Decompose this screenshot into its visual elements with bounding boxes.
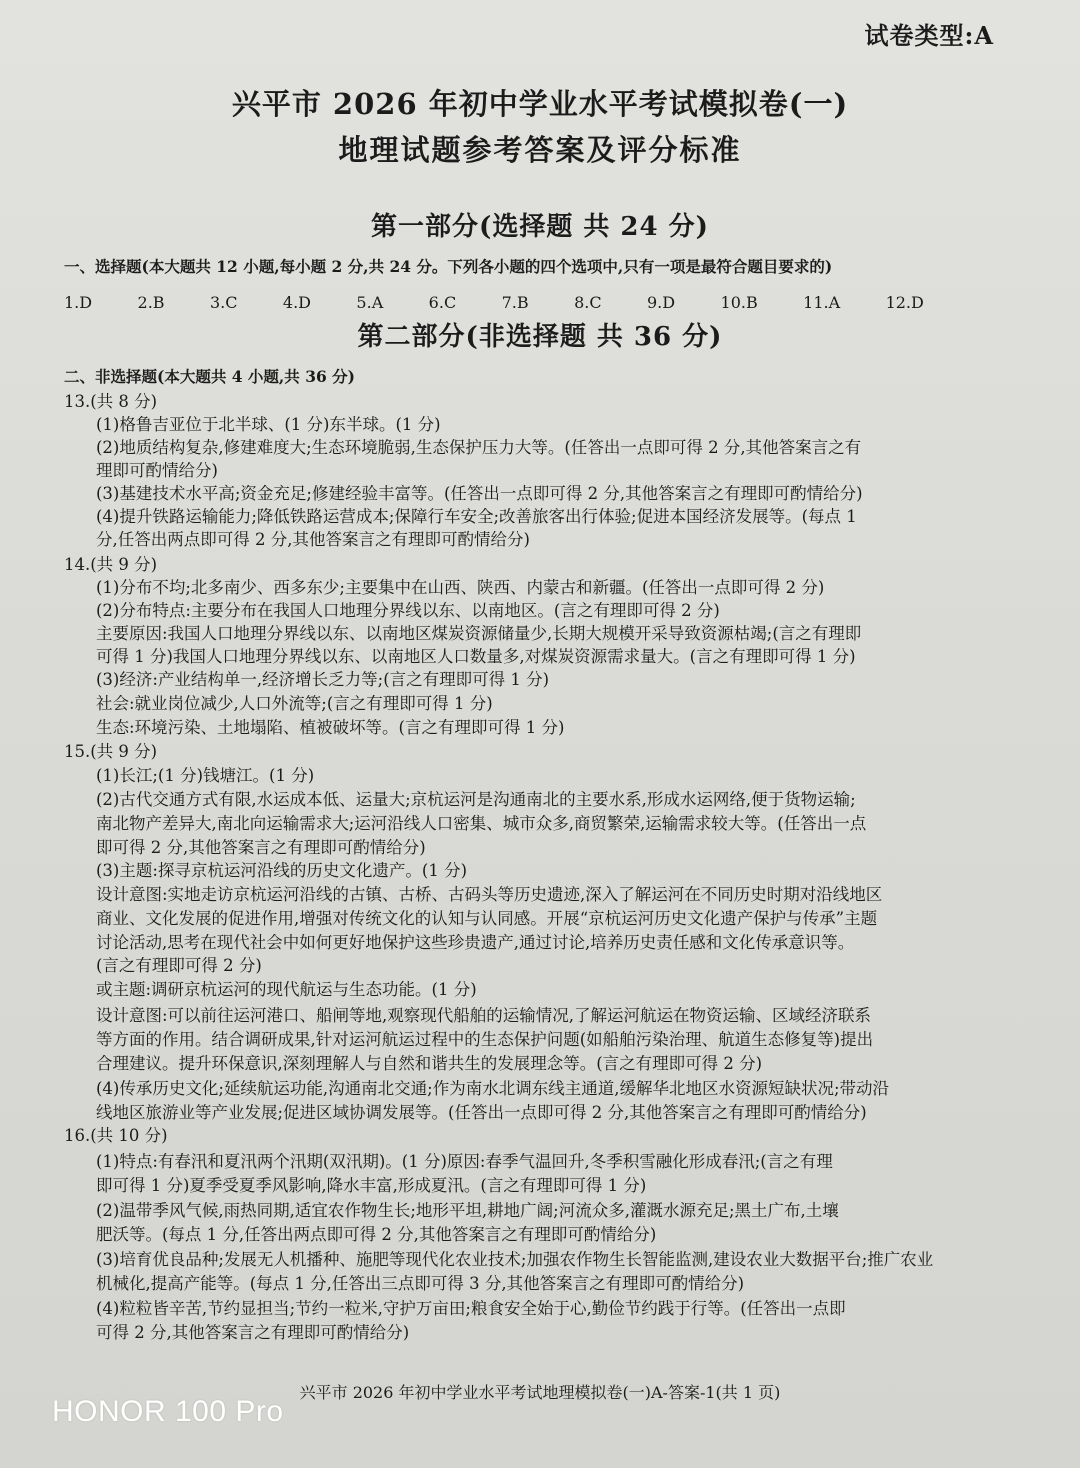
answer-line: (3)培育优良品种;发展无人机播种、施肥等现代化农业技术;加强农作物生长智能监测,建设农业大数据平台;推广农业 [96, 1250, 934, 1269]
part1-heading: 第一部分(选择题 共 24 分) [371, 212, 709, 242]
answer-line: 讨论活动,思考在现代社会中如何更好地保护这些珍贵遗产,通过讨论,培养历史责任感和文化传承意识等。 [96, 933, 855, 952]
exam-subtitle: 地理试题参考答案及评分标准 [338, 133, 742, 167]
answer-line: 设计意图:可以前往运河港口、船闸等地,观察现代船舶的运输情况,了解运河航运在物资运输、区域经济联系 [96, 1006, 872, 1025]
section1-heading: 一、选择题(本大题共 12 小题,每小题 2 分,共 24 分。下列各小题的四个选项中,只有一项是最符合题目要求的) [64, 257, 833, 276]
choice-answer: 1.D [64, 293, 93, 312]
answer-line: (3)经济:产业结构单一,经济增长乏力等;(言之有理即可得 1 分) [96, 670, 550, 689]
question-16-header: 16.(共 10 分) [64, 1126, 168, 1145]
answer-line: 机械化,提高产能等。(每点 1 分,任答出三点即可得 3 分,其他答案言之有理即可酌情给分) [96, 1274, 745, 1293]
paper-type-label: 试卷类型:A [864, 21, 994, 50]
choice-answer: 12.D [885, 293, 924, 312]
answer-line: 商业、文化发展的促进作用,增强对传统文化的认知与认同感。开展“京杭运河历史文化遗产保护与传承”主题 [96, 909, 878, 928]
choice-answer: 2.B [137, 293, 165, 312]
answer-line: (1)格鲁吉亚位于北半球、(1 分)东半球。(1 分) [96, 415, 441, 434]
answer-line: (4)传承历史文化;延续航运功能,沟通南北交通;作为南水北调东线主通道,缓解华北地区水资源短缺状况;带动沿 [96, 1079, 890, 1098]
question-13-header: 13.(共 8 分) [64, 392, 158, 411]
answer-line: 社会:就业岗位减少,人口外流等;(言之有理即可得 1 分) [96, 694, 493, 713]
answer-line: 主要原因:我国人口地理分界线以东、以南地区煤炭资源储量少,长期大规模开采导致资源枯竭;(言之有理即 [96, 624, 862, 643]
answer-line: 即可得 2 分,其他答案言之有理即可酌情给分) [96, 838, 426, 857]
choice-answer: 10.B [720, 293, 758, 312]
answer-line: (4)提升铁路运输能力;降低铁路运营成本;保障行车安全;改善旅客出行体验;促进本国经济发展等。(每点 1 [96, 507, 857, 526]
exam-title: 兴平市 2026 年初中学业水平考试模拟卷(一) [231, 87, 849, 121]
answer-line: (4)粒粒皆辛苦,节约显担当;节约一粒米,守护万亩田;粮食安全始于心,勤俭节约践于行等。(任答出一点即 [96, 1299, 846, 1318]
choice-answer: 9.D [647, 293, 676, 312]
choice-answer: 7.B [501, 293, 529, 312]
answer-line: 等方面的作用。结合调研成果,针对运河航运过程中的生态保护问题(如船舶污染治理、航道生态修复等)提出 [96, 1030, 874, 1049]
answer-line: 南北物产差异大,南北向运输需求大;运河沿线人口密集、城市众多,商贸繁荣,运输需求较大等。(任答出一点 [96, 814, 867, 833]
answer-line: 即可得 1 分)夏季受夏季风影响,降水丰富,形成夏汛。(言之有理即可得 1 分) [96, 1176, 647, 1195]
choice-answer: 4.D [282, 293, 311, 312]
page-footer: 兴平市 2026 年初中学业水平考试地理模拟卷(一)A-答案-1(共 1 页) [299, 1383, 781, 1402]
answer-line: (1)长江;(1 分)钱塘江。(1 分) [96, 766, 315, 785]
answer-line: (2)温带季风气候,雨热同期,适宜农作物生长;地形平坦,耕地广阔;河流众多,灌溉水源充足;黑土广布,土壤 [96, 1201, 839, 1220]
answer-line: 肥沃等。(每点 1 分,任答出两点即可得 2 分,其他答案言之有理即可酌情给分) [96, 1225, 657, 1244]
question-15-header: 15.(共 9 分) [64, 742, 158, 761]
answer-line: (2)古代交通方式有限,水运成本低、运量大;京杭运河是沟通南北的主要水系,形成水运网络,便于货物运输; [96, 790, 856, 809]
answer-line: (3)主题:探寻京杭运河沿线的历史文化遗产。(1 分) [96, 861, 468, 880]
answer-line: 线地区旅游业等产业发展;促进区域协调发展等。(任答出一点即可得 2 分,其他答案言之有理即可酌情给分) [96, 1103, 867, 1122]
answer-line: (2)地质结构复杂,修建难度大;生态环境脆弱,生态保护压力大等。(任答出一点即可得 2 分,其他答案言之有 [96, 438, 862, 457]
answer-line: (言之有理即可得 2 分) [96, 956, 262, 975]
choice-answer: 3.C [209, 293, 238, 312]
section2-heading: 二、非选择题(本大题共 4 小题,共 36 分) [64, 367, 356, 386]
camera-watermark: HONOR 100 Pro [52, 1395, 284, 1428]
answer-line: 或主题:调研京杭运河的现代航运与生态功能。(1 分) [96, 980, 477, 999]
answer-line: 可得 1 分)我国人口地理分界线以东、以南地区人口数量多,对煤炭资源需求量大。(言之有理即可得 1 分) [96, 647, 856, 666]
choice-answer: 11.A [803, 293, 841, 312]
part2-heading: 第二部分(非选择题 共 36 分) [357, 322, 723, 352]
answer-line: (3)基建技术水平高;资金充足;修建经验丰富等。(任答出一点即可得 2 分,其他答案言之有理即可酌情给分) [96, 484, 863, 503]
answer-line: (1)特点:有春汛和夏汛两个汛期(双汛期)。(1 分)原因:春季气温回升,冬季积雪融化形成春汛;(言之有理 [96, 1152, 833, 1171]
answer-line: 可得 2 分,其他答案言之有理即可酌情给分) [96, 1323, 410, 1342]
question-14-header: 14.(共 9 分) [64, 555, 158, 574]
answer-line: 理即可酌情给分) [96, 461, 218, 480]
answer-line: (2)分布特点:主要分布在我国人口地理分界线以东、以南地区。(言之有理即可得 2 分) [96, 601, 720, 620]
answer-line: 生态:环境污染、土地塌陷、植被破坏等。(言之有理即可得 1 分) [96, 718, 565, 737]
answer-line: (1)分布不均;北多南少、西多东少;主要集中在山西、陕西、内蒙古和新疆。(任答出一点即可得 2 分) [96, 578, 825, 597]
choice-answer: 6.C [428, 293, 457, 312]
answer-line: 合理建议。提升环保意识,深刻理解人与自然和谐共生的发展理念等。(言之有理即可得 2 分) [96, 1054, 763, 1073]
choice-answer: 8.C [574, 293, 602, 312]
answer-line: 设计意图:实地走访京杭运河沿线的古镇、古桥、古码头等历史遗迹,深入了解运河在不同历史时期对沿线地区 [96, 885, 883, 904]
answer-line: 分,任答出两点即可得 2 分,其他答案言之有理即可酌情给分) [96, 530, 530, 549]
choice-answer: 5.A [356, 293, 384, 312]
choice-answer-list [64, 293, 924, 312]
